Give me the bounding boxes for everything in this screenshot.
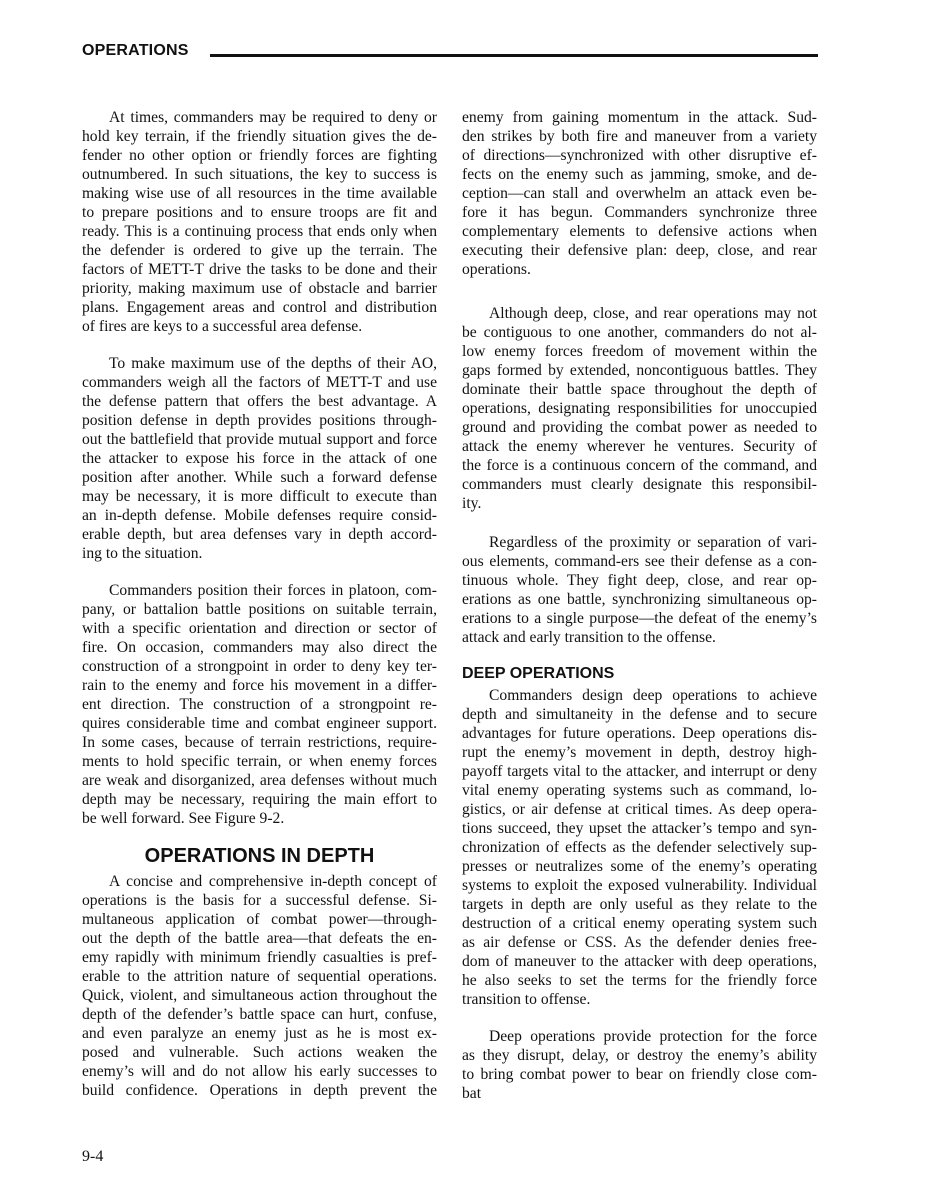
text-line: and even paralyze an enemy just as he is most ex- bbox=[82, 1025, 437, 1042]
text-line: to prepare positions and to ensure troops are fit and bbox=[82, 204, 437, 221]
text-line: gistics, or air defense at critical times. As deep opera- bbox=[462, 801, 817, 818]
right-column-paragraph bbox=[462, 108, 817, 279]
text-line: low enemy forces freedom of movement within the bbox=[462, 343, 817, 360]
text-line: an in-depth defense. Mobile defenses require consid- bbox=[82, 507, 437, 524]
heading-deep-operations: DEEP OPERATIONS bbox=[462, 665, 615, 682]
text-line: commanders weigh all the factors of METT-T and use bbox=[82, 374, 437, 391]
text-line: the defender is ordered to give up the terrain. The bbox=[82, 242, 437, 259]
text-line: making wise use of all resources in the time available bbox=[82, 185, 437, 202]
text-line: depth and simultaneity in the defense and to secure bbox=[462, 706, 817, 723]
text-line: position after another. While such a forward defense bbox=[82, 469, 437, 486]
text-line: posed and vulnerable. Such actions weaken the bbox=[82, 1044, 437, 1061]
left-column-paragraph bbox=[82, 108, 437, 336]
left-column-paragraph bbox=[82, 581, 437, 828]
text-line: to bring combat power to bear on friendly close com- bbox=[462, 1066, 817, 1083]
text-line: transition to offense. bbox=[462, 991, 591, 1008]
text-line: he also seeks to set the terms for the friendly force bbox=[462, 972, 817, 989]
text-line: enemy’s will and do not allow his early successes to bbox=[82, 1063, 437, 1080]
text-line: rain to the enemy and force his movement in a differ- bbox=[82, 677, 437, 694]
text-line: vital enemy operating systems such as command, lo- bbox=[462, 782, 817, 799]
text-line: destruction of a critical enemy operating system such bbox=[462, 915, 817, 932]
text-line: erations to a single purpose—the defeat of the enemy’s bbox=[462, 610, 817, 627]
text-line: rupt the enemy’s movement in depth, destroy high- bbox=[462, 744, 817, 761]
right-column-paragraph bbox=[462, 1027, 817, 1103]
text-line: ready. This is a continuing process that ends only when bbox=[82, 223, 437, 240]
text-line: with a specific orientation and direction or sector of bbox=[82, 620, 437, 637]
text-line: bat bbox=[462, 1085, 482, 1102]
text-line: presses or neutralizes some of the enemy’s operating bbox=[462, 858, 817, 875]
text-line: emy rapidly with minimum friendly casualties is pref- bbox=[82, 949, 437, 966]
text-line: quires considerable time and combat engineer support. bbox=[82, 715, 437, 732]
text-line: operations is the basis for a successful defense. Si- bbox=[82, 892, 437, 909]
text-line: ments to hold specific terrain, or when enemy forces bbox=[82, 753, 437, 770]
text-line: ous elements, command-ers see their defense as a con- bbox=[462, 553, 817, 570]
text-line: the defense pattern that offers the best advantage. A bbox=[82, 393, 437, 410]
text-line: erable to the attrition nature of sequential operations. bbox=[82, 968, 437, 985]
text-line: executing their defensive plan: deep, close, and rear bbox=[462, 242, 817, 259]
text-line: den strikes by both fire and maneuver from a variety bbox=[462, 128, 817, 145]
text-line: factors of METT-T drive the tasks to be done and their bbox=[82, 261, 437, 278]
text-line: build confidence. Operations in depth prevent the bbox=[82, 1082, 437, 1099]
header-rule bbox=[210, 54, 818, 57]
text-line: as air defense or CSS. As the defender denies free- bbox=[462, 934, 817, 951]
text-line: systems to exploit the exposed vulnerability. Individual bbox=[462, 877, 817, 894]
text-line: Deep operations provide protection for the force bbox=[489, 1028, 817, 1045]
text-line: tions succeed, they upset the attacker’s tempo and syn- bbox=[462, 820, 817, 837]
text-line: attack the enemy wherever he ventures. Security of bbox=[462, 438, 817, 455]
text-line: ground and providing the combat power as needed to bbox=[462, 419, 817, 436]
text-line: A concise and comprehensive in-depth concept of bbox=[109, 873, 437, 890]
text-line: fire. On occasion, commanders may also direct the bbox=[82, 639, 437, 656]
text-line: may be necessary, it is more difficult to execute than bbox=[82, 488, 437, 505]
text-line: attack and early transition to the offense. bbox=[462, 629, 716, 646]
text-line: erable depth, but area defenses vary in depth accord- bbox=[82, 526, 437, 543]
text-line: fore it has begun. Commanders synchronize three bbox=[462, 204, 817, 221]
text-line: Commanders design deep operations to achieve bbox=[489, 687, 817, 704]
text-line: commanders must clearly designate this responsibil- bbox=[462, 476, 817, 493]
text-line: ity. bbox=[462, 495, 482, 512]
left-column-paragraph bbox=[82, 872, 437, 1100]
text-line: as they disrupt, delay, or destroy the enemy’s ability bbox=[462, 1047, 817, 1064]
text-line: plans. Engagement areas and control and distribution bbox=[82, 299, 437, 316]
text-line: chronization of effects as the defender selectively sup- bbox=[462, 839, 817, 856]
text-line: pany, or battalion battle positions on suitable terrain, bbox=[82, 601, 437, 618]
right-column-paragraph bbox=[462, 686, 817, 1009]
text-line: fects on the enemy such as jamming, smoke, and de- bbox=[462, 166, 817, 183]
text-line: tinuous whole. They fight deep, close, and rear op- bbox=[462, 572, 817, 589]
right-column-paragraph bbox=[462, 304, 817, 513]
text-line: dom of maneuver to the attacker with deep operations, bbox=[462, 953, 817, 970]
text-line: gaps formed by extended, noncontiguous battles. They bbox=[462, 362, 817, 379]
running-header-title: OPERATIONS bbox=[82, 42, 189, 59]
text-line: of directions—synchronized with other disruptive ef- bbox=[462, 147, 817, 164]
text-line: enemy from gaining momentum in the attack. Sud- bbox=[462, 109, 817, 126]
text-line: outnumbered. In such situations, the key to success is bbox=[82, 166, 437, 183]
text-line: complementary elements to defensive actions when bbox=[462, 223, 817, 240]
text-line: dominate their battle space throughout the depth of bbox=[462, 381, 817, 398]
page-number: 9-4 bbox=[82, 1148, 104, 1165]
right-column-paragraph bbox=[462, 533, 817, 647]
text-line: the attacker to expose his force in the attack of one bbox=[82, 450, 437, 467]
text-line: out the battlefield that provide mutual support and force bbox=[82, 431, 437, 448]
text-line: fender no other option or friendly forces are fighting bbox=[82, 147, 437, 164]
left-column-paragraph bbox=[82, 354, 437, 563]
text-line: position defense in depth provides positions through- bbox=[82, 412, 437, 429]
text-line: operations, designating responsibilities for unoccupied bbox=[462, 400, 817, 417]
text-line: out the depth of the battle area—that defeats the en- bbox=[82, 930, 437, 947]
text-line: Although deep, close, and rear operations may not bbox=[489, 305, 817, 322]
text-line: hold key terrain, if the friendly situation gives the de- bbox=[82, 128, 437, 145]
text-line: targets in depth are only useful as they relate to the bbox=[462, 896, 817, 913]
text-line: payoff targets vital to the attacker, and interrupt or deny bbox=[462, 763, 817, 780]
text-line: multaneous application of combat power—through- bbox=[82, 911, 437, 928]
text-line: erations as one battle, synchronizing simultaneous op- bbox=[462, 591, 817, 608]
text-line: be well forward. See Figure 9-2. bbox=[82, 810, 285, 827]
text-line: advantages for future operations. Deep operations dis- bbox=[462, 725, 817, 742]
text-line: Commanders position their forces in platoon, com- bbox=[109, 582, 437, 599]
text-line: ing to the situation. bbox=[82, 545, 203, 562]
text-line: To make maximum use of the depths of their AO, bbox=[109, 355, 437, 372]
heading-operations-in-depth: OPERATIONS IN DEPTH bbox=[144, 845, 375, 867]
text-line: In some cases, because of terrain restrictions, require- bbox=[82, 734, 437, 751]
text-line: ception—can stall and overwhelm an attack even be- bbox=[462, 185, 817, 202]
text-line: depth of the defender’s battle space can hurt, confuse, bbox=[82, 1006, 437, 1023]
text-line: priority, making maximum use of obstacle and barrier bbox=[82, 280, 437, 297]
text-line: depth may be necessary, requiring the main effort to bbox=[82, 791, 437, 808]
text-line: be contiguous to one another, commanders do not al- bbox=[462, 324, 817, 341]
text-line: operations. bbox=[462, 261, 531, 278]
text-line: ent direction. The construction of a strongpoint re- bbox=[82, 696, 437, 713]
text-line: At times, commanders may be required to deny or bbox=[109, 109, 437, 126]
text-line: of fires are keys to a successful area defense. bbox=[82, 318, 363, 335]
text-line: are weak and disorganized, area defenses without much bbox=[82, 772, 437, 789]
text-line: the force is a continuous concern of the command, and bbox=[462, 457, 817, 474]
text-line: construction of a strongpoint in order to deny key ter- bbox=[82, 658, 437, 675]
text-line: Regardless of the proximity or separation of vari- bbox=[489, 534, 817, 551]
text-line: Quick, violent, and simultaneous action throughout the bbox=[82, 987, 437, 1004]
